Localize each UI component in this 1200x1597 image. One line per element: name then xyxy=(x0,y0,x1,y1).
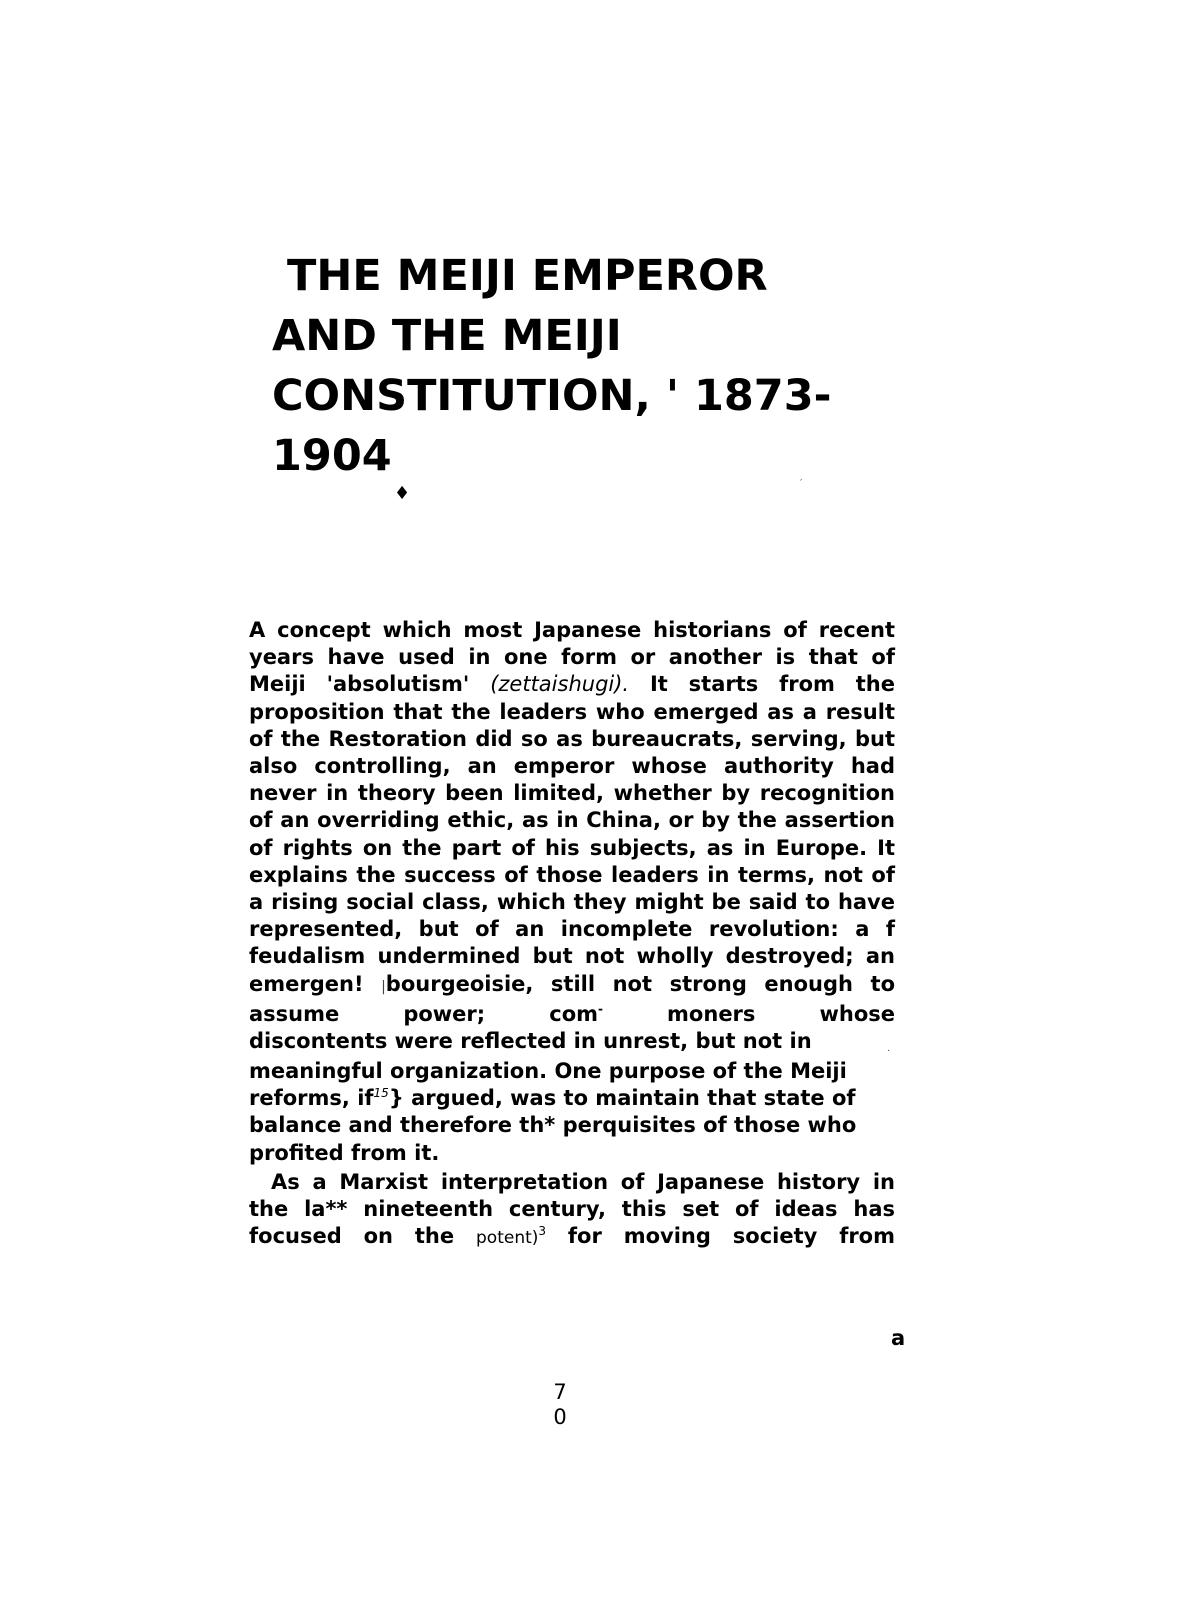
para2-text-b: } argued, was to maintain that state of balance and therefore th* perquisites of those who profited from it. xyxy=(249,1086,857,1165)
para1-text-b: It starts from the proposition that the leaders who emerged as a result of the Restoration did so as bureaucrats, serving, but also controlling, an emperor whose authority had never in theory been limited, whether by recognition of an overriding ethic, as in China, or by the assertion of rights on the part of his subjects, as in Europe. It explains the success of those leaders in terms, not of a rising social class, which they might be said to have represented, but of an incomplete revolution: a f feudalism undermined but not wholly destroyed; an emergen! xyxy=(249,672,895,996)
diamond-ornament: ♦ xyxy=(394,483,411,504)
page-number-digit-2: 0 xyxy=(553,1405,567,1429)
para1-italic-term: (zettaishugi). xyxy=(490,672,630,697)
para1-text-d: moners whose xyxy=(602,1001,895,1026)
para2-superscript: 15 xyxy=(373,1086,389,1101)
para1-last-line: discontents were reflected in unrest, but not in xyxy=(249,1029,812,1054)
title-line-2: AND THE MEIJI xyxy=(272,311,622,361)
paragraph-1 xyxy=(249,617,895,1055)
para1-stray-tick: - xyxy=(598,1001,603,1016)
para1-text-a: A concept which most Japanese historians of recent years have used in one form or another is that of Meiji 'absolutism' xyxy=(249,618,895,697)
title-line-1: THE MEIJI EMPEROR xyxy=(287,251,768,301)
stray-mark-2: · xyxy=(887,1046,891,1057)
title-line-4: 1904 xyxy=(272,431,392,481)
para3-text-b: for moving society from xyxy=(546,1224,895,1249)
para1-stray-bar: | xyxy=(381,978,386,995)
para3-text-a: As a Marxist interpretation of Japanese history in the la** nineteenth century, this set of ideas has focused on the xyxy=(249,1170,895,1249)
page-number-digit-1: 7 xyxy=(553,1380,567,1404)
marginal-letter: a xyxy=(891,1326,906,1350)
para3-superscript: 3 xyxy=(538,1224,547,1239)
page-number xyxy=(550,1380,570,1430)
para3-normal-word: potent) xyxy=(476,1228,539,1249)
para1-text-c: bourgeoisie, still not strong enough to assume power; com xyxy=(249,971,895,1026)
stray-mark-1: ′ xyxy=(800,478,803,489)
paragraph-2 xyxy=(249,1169,895,1253)
paragraph-1-continued xyxy=(249,1058,869,1167)
title-line-3: CONSTITUTION, ' 1873- xyxy=(272,371,832,421)
para2-text-a: meaningful organization. One purpose of the Meiji reforms, if xyxy=(249,1059,847,1111)
